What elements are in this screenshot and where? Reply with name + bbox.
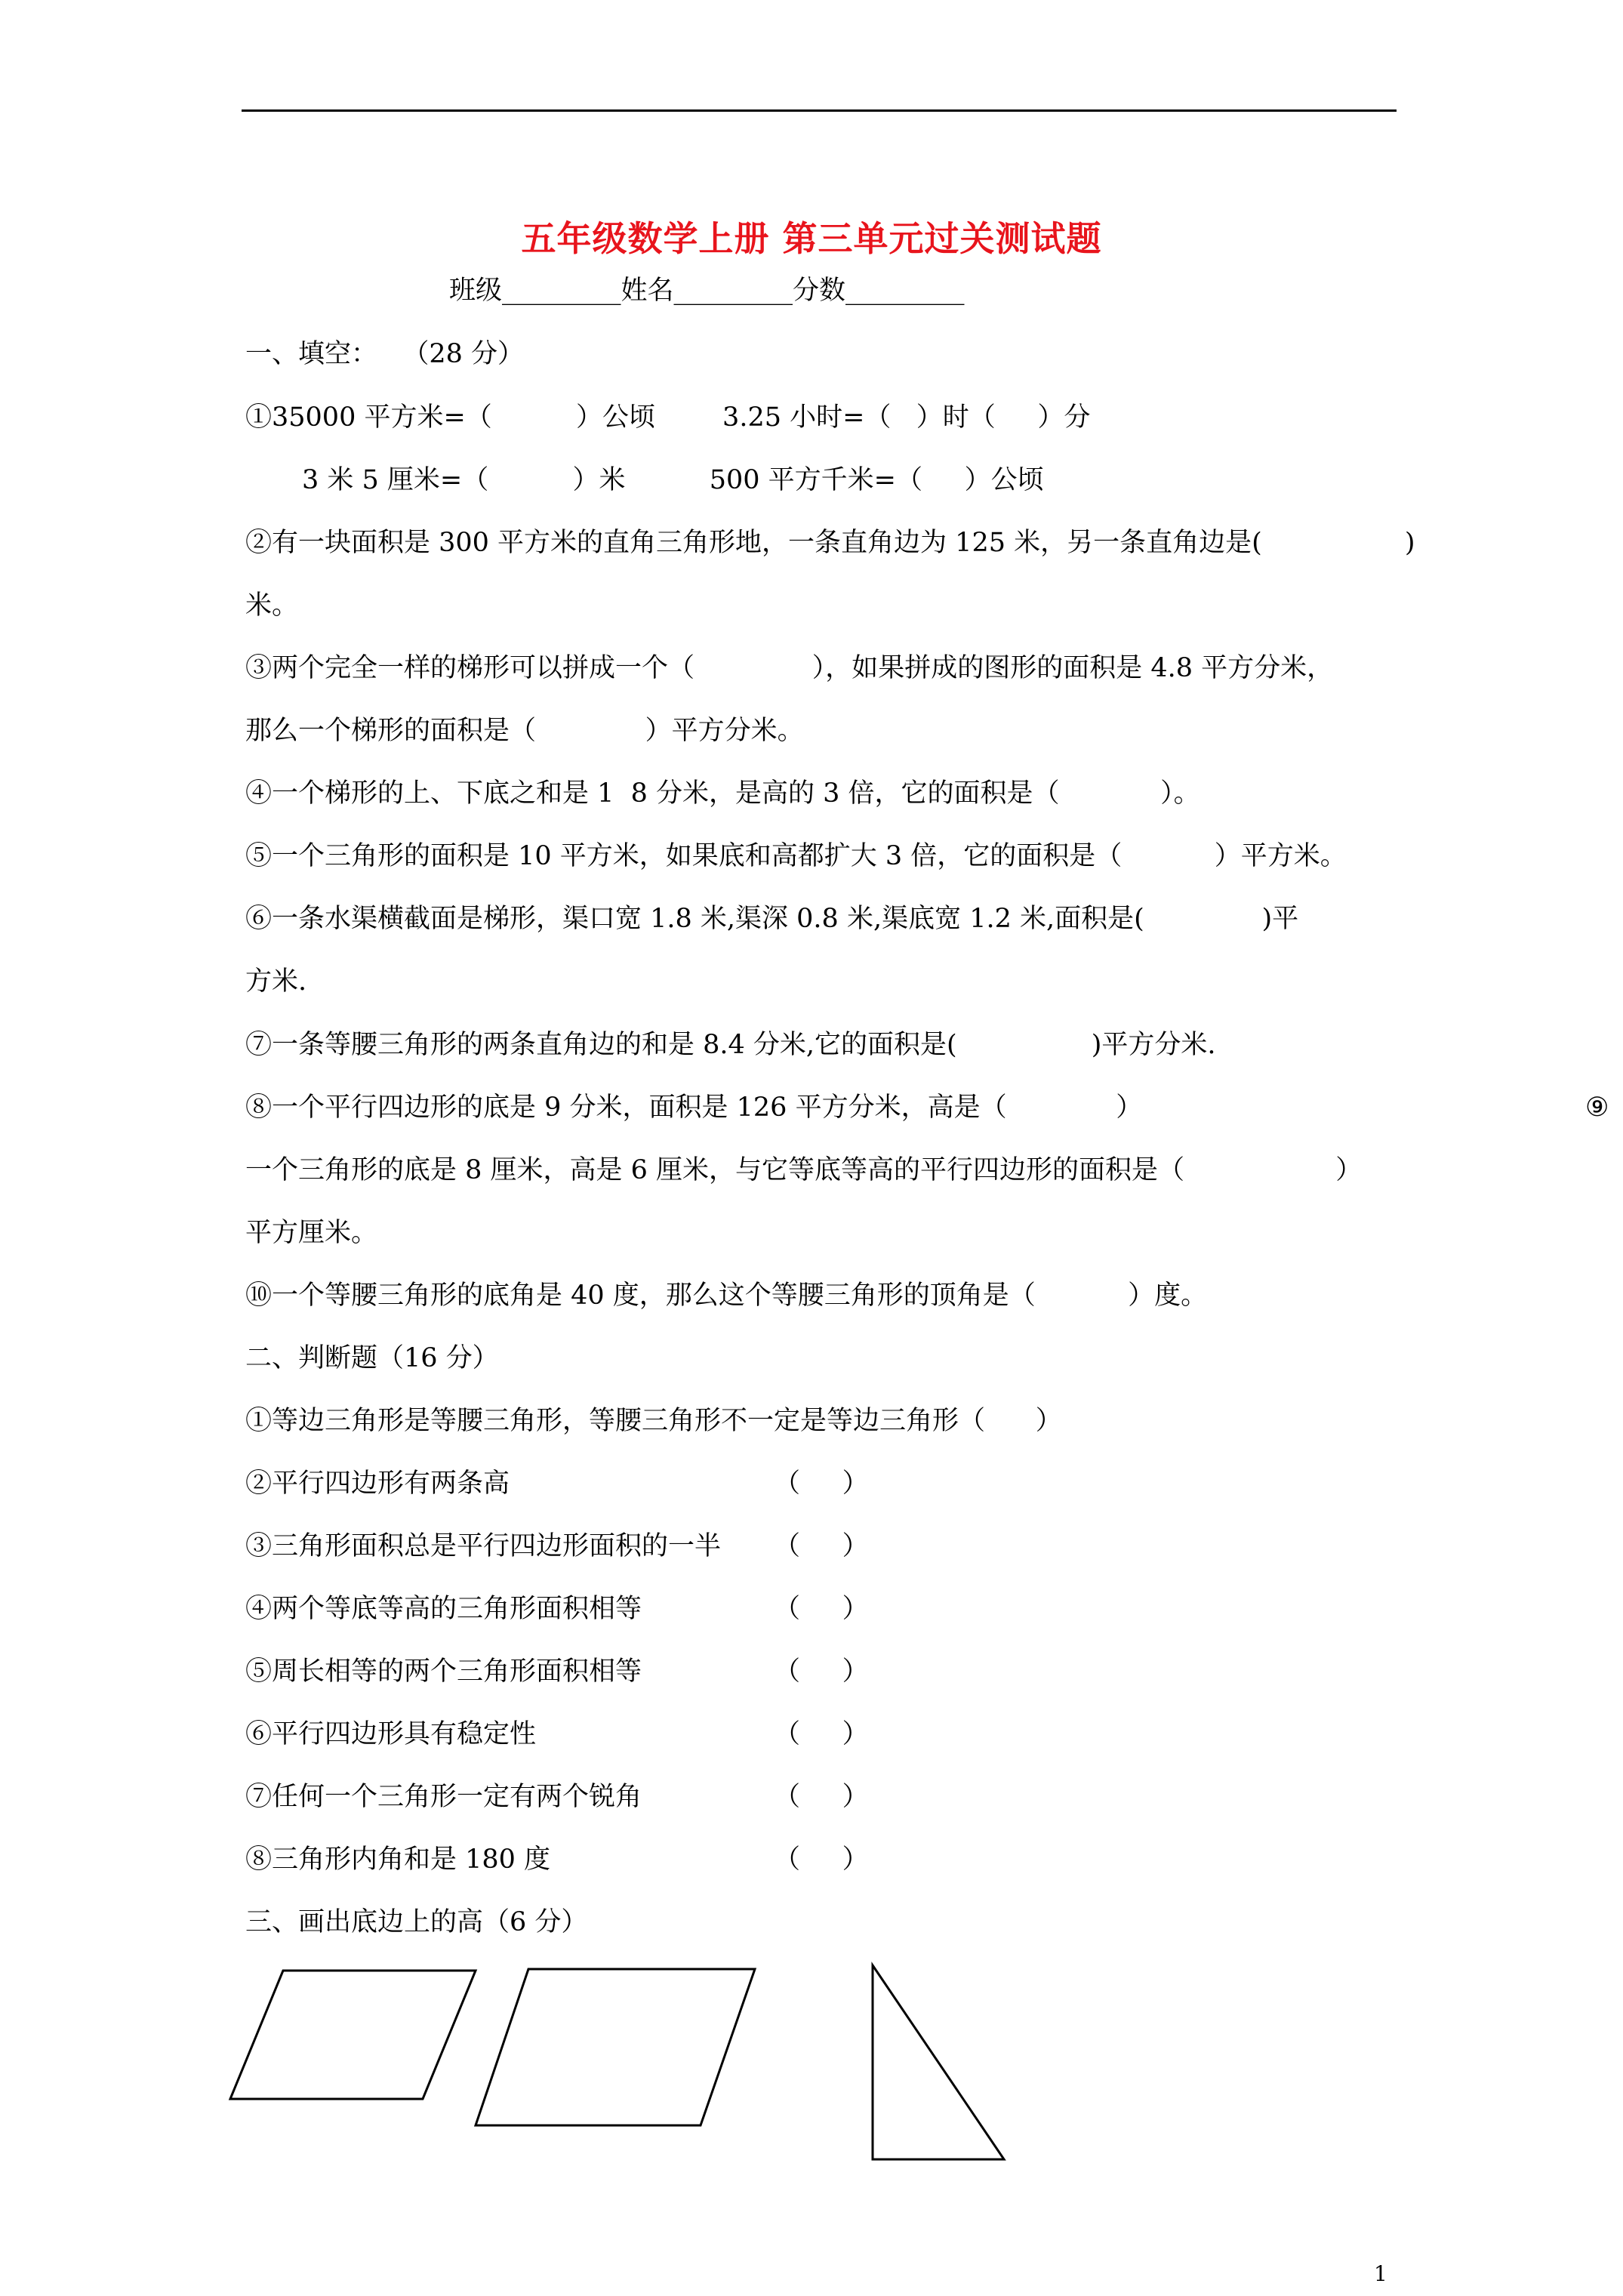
page-number: 1: [1374, 2261, 1387, 2286]
judge-line-5: ⑤周长相等的两个三角形面积相等: [245, 1657, 642, 1687]
fill-line-13-marker: ⑨: [1585, 1093, 1609, 1123]
fill-line-14: 一个三角形的底是 8 厘米，高是 6 厘米，与它等底等高的平行四边形的面积是（ ）: [245, 1155, 1363, 1185]
fill-line-4: 米。: [245, 590, 299, 621]
judge-blank-5: （ ）: [774, 1657, 869, 1687]
judge-line-1: ①等边三角形是等腰三角形，等腰三角形不一定是等边三角形（ ）: [245, 1406, 1062, 1436]
parallelogram-2: [476, 1969, 755, 2125]
fill-line-15: 平方厘米。: [245, 1218, 378, 1248]
fill-line-8: ⑤一个三角形的面积是 10 平方米，如果底和高都扩大 3 倍，它的面积是（ ）平方米。: [245, 841, 1347, 871]
fill-line-5: ③两个完全一样的梯形可以拼成一个（ ），如果拼成的图形的面积是 4.8 平方分米，: [245, 653, 1334, 683]
fill-line-11: ⑦一条等腰三角形的两条直角边的和是 8.4 分米,它的面积是( )平方分米.: [245, 1030, 1216, 1060]
judge-line-6: ⑥平行四边形具有稳定性: [245, 1719, 537, 1749]
fill-line-3: ②有一块面积是 300 平方米的直角三角形地，一条直角边为 125 米，另一条直角边是( ): [245, 528, 1415, 558]
judge-line-8: ⑧三角形内角和是 180 度: [245, 1845, 551, 1875]
section-2-heading: 二、判断题（16 分）: [245, 1343, 499, 1373]
section-3-heading: 三、画出底边上的高（6 分）: [245, 1907, 588, 1937]
page-title: 五年级数学上册 第三单元过关测试题: [521, 218, 1102, 259]
fill-line-2: 3 米 5 厘米=（ ）米 500 平方千米=（ ）公顷: [302, 465, 1044, 495]
judge-line-2: ②平行四边形有两条高: [245, 1469, 510, 1499]
parallelogram-1: [230, 1971, 476, 2099]
fill-line-12: ⑧一个平行四边形的底是 9 分米，面积是 126 平方分米，高是（ ）: [245, 1093, 1143, 1123]
judge-blank-8: （ ）: [774, 1845, 869, 1875]
fill-line-1: ①35000 平方米=（ ）公顷 3.25 小时=（ ）时（ ）分: [245, 402, 1091, 433]
student-info-line: 班级_________姓名_________分数_________: [449, 276, 965, 306]
judge-line-4: ④两个等底等高的三角形面积相等: [245, 1594, 642, 1624]
fill-line-16: ⑩一个等腰三角形的底角是 40 度，那么这个等腰三角形的顶角是（ ）度。: [245, 1281, 1208, 1311]
judge-blank-2: （ ）: [774, 1469, 869, 1499]
judge-blank-3: （ ）: [774, 1531, 869, 1561]
judge-line-3: ③三角形面积总是平行四边形面积的一半: [245, 1531, 722, 1561]
fill-line-10: 方米.: [245, 966, 307, 997]
fill-line-6: 那么一个梯形的面积是（ ）平方分米。: [245, 716, 804, 746]
judge-blank-7: （ ）: [774, 1782, 869, 1812]
section-1-heading: 一、填空： （28 分）: [245, 339, 525, 369]
fill-line-9: ⑥一条水渠横截面是梯形，渠口宽 1.8 米,渠深 0.8 米,渠底宽 1.2 米,面积是( )平: [245, 904, 1299, 934]
right-triangle: [873, 1965, 1004, 2159]
judge-blank-6: （ ）: [774, 1719, 869, 1749]
fill-line-7: ④一个梯形的上、下底之和是 1 8 分米，是高的 3 倍，它的面积是（ ）。: [245, 778, 1200, 809]
judge-line-7: ⑦任何一个三角形一定有两个锐角: [245, 1782, 642, 1812]
judge-blank-4: （ ）: [774, 1594, 869, 1624]
